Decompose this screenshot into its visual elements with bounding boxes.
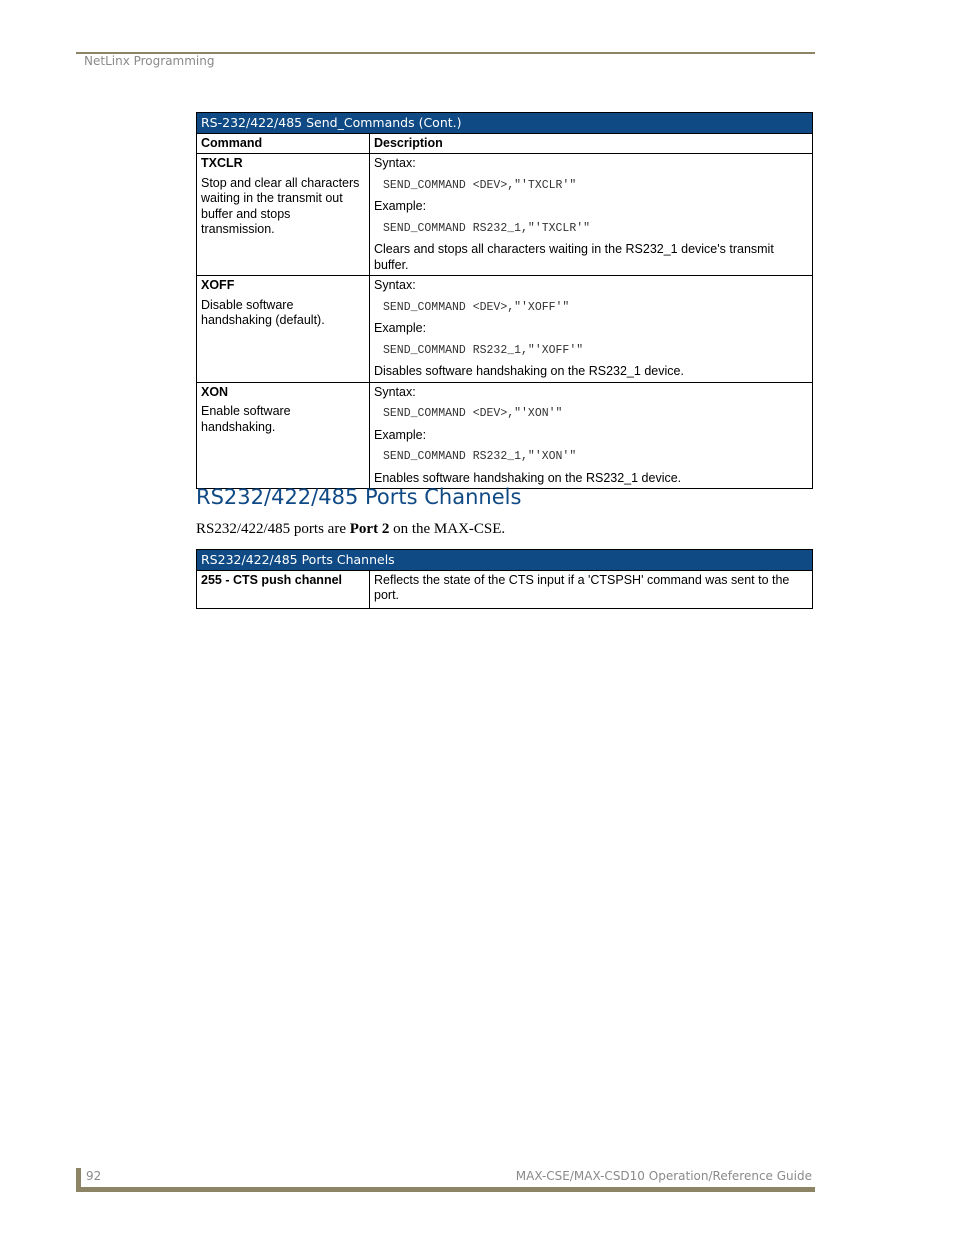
syntax-label: Syntax:: [374, 278, 416, 292]
description-cell: [370, 382, 813, 489]
description-cell: [370, 276, 813, 383]
column-header-command: Command: [197, 133, 370, 154]
section-title: RS232/422/485 Ports Channels: [196, 485, 522, 509]
example-code: SEND_COMMAND RS232_1,"'XOFF'": [383, 343, 584, 357]
table-row: [197, 382, 813, 489]
command-note: Enables software handshaking on the RS232_1 device.: [374, 470, 682, 485]
syntax-label: Syntax:: [374, 384, 416, 399]
command-summary: Enable software handshaking.: [201, 404, 291, 434]
section-intro: [196, 521, 505, 538]
command-summary: Disable software handshaking (default).: [201, 297, 325, 327]
table-row: [197, 570, 813, 608]
syntax-label: Syntax:: [374, 156, 416, 170]
page-number: 92: [86, 1169, 102, 1183]
syntax-code: SEND_COMMAND <DEV>,"'XOFF'": [383, 300, 570, 314]
ports-channels-table: [196, 549, 813, 609]
syntax-code: SEND_COMMAND <DEV>,"'TXCLR'": [383, 178, 577, 192]
command-name: TXCLR: [201, 156, 243, 170]
example-label: Example:: [374, 199, 427, 213]
command-note: Disables software handshaking on the RS232_1 device.: [374, 364, 684, 378]
footer-rule: [76, 1187, 815, 1192]
column-header-description: Description: [370, 133, 813, 154]
intro-port: Port 2: [349, 521, 390, 537]
command-name: XON: [201, 384, 229, 399]
command-summary: Stop and clear all characters waiting in the transmit out buffer and stops transmission.: [201, 175, 360, 236]
example-label: Example:: [374, 321, 427, 335]
table-row: [197, 276, 813, 383]
table-row: [197, 154, 813, 276]
command-cell: [197, 382, 370, 489]
channel-cell: 255 - CTS push channel: [197, 570, 370, 608]
description-cell: [370, 154, 813, 276]
intro-text-end: on the MAX-CSE.: [389, 521, 506, 537]
channel-description: Reflects the state of the CTS input if a 'CTSPSH' command was sent to the port.: [370, 570, 813, 608]
table-title: RS232/422/485 Ports Channels: [197, 550, 813, 571]
table-title: RS-232/422/485 Send_Commands (Cont.): [197, 113, 813, 134]
running-header: NetLinx Programming: [84, 54, 215, 68]
guide-title: MAX-CSE/MAX-CSD10 Operation/Reference Guide: [515, 1169, 812, 1183]
intro-text: RS232/422/485 ports are: [196, 521, 350, 537]
example-code: SEND_COMMAND RS232_1,"'TXCLR'": [383, 221, 591, 235]
command-name: XOFF: [201, 278, 235, 292]
command-cell: [197, 154, 370, 276]
send-commands-table: [196, 112, 813, 489]
example-code: SEND_COMMAND RS232_1,"'XON'": [383, 450, 577, 463]
example-label: Example:: [374, 427, 427, 442]
command-cell: [197, 276, 370, 383]
command-note: Clears and stops all characters waiting in the RS232_1 device's transmit buffer.: [374, 242, 774, 272]
syntax-code: SEND_COMMAND <DEV>,"'XON'": [383, 407, 563, 420]
